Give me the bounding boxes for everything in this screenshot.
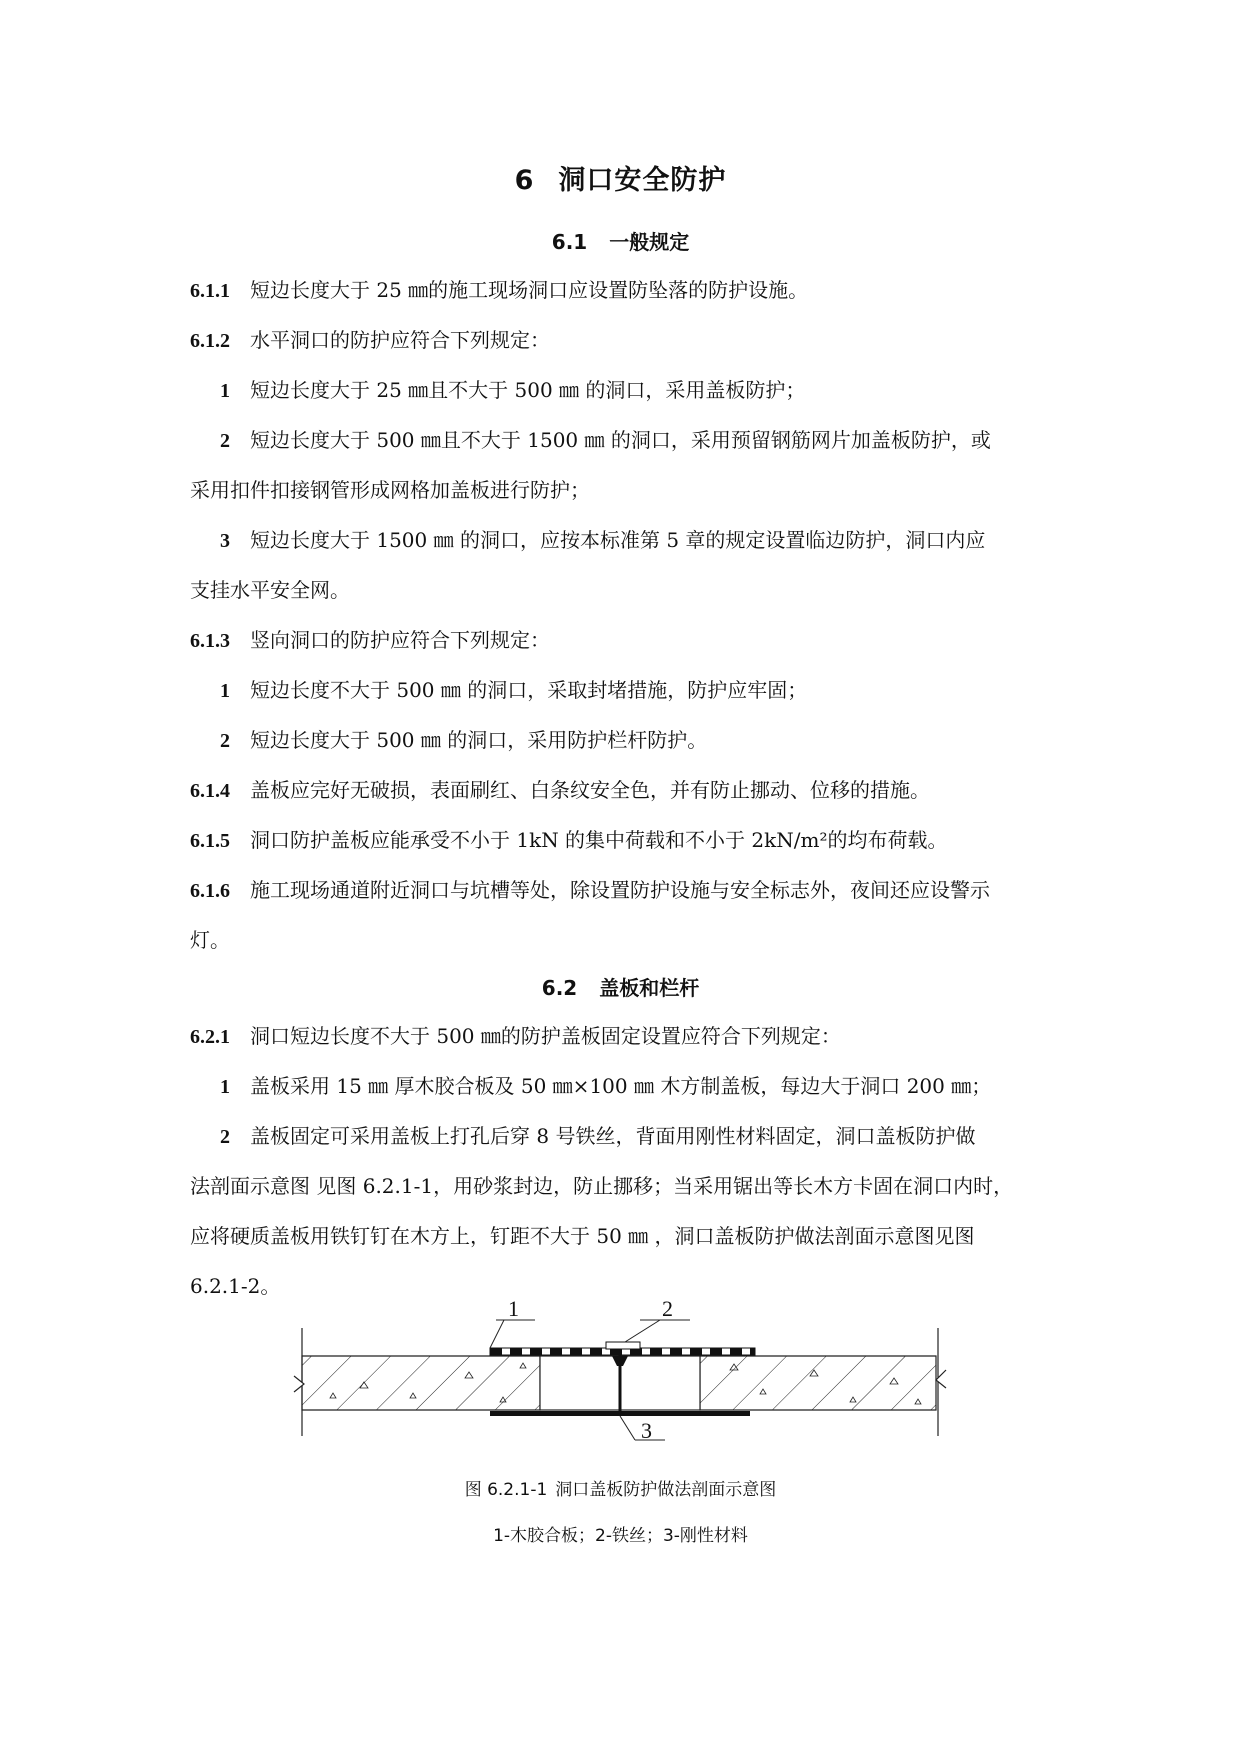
label-1: 1 [508, 1298, 519, 1321]
figure-title: 洞口盖板防护做法剖面示意图 [555, 1480, 777, 1500]
clause-6-1-2-item-2-continued: 采用扣件扣接钢管形成网格加盖板进行防护； [190, 478, 590, 502]
item-text: 短边长度大于 25 ㎜且不大于 500 ㎜ 的洞口，采用盖板防护； [250, 378, 806, 402]
clause-6-1-3-item-1 [220, 675, 1090, 706]
clause-number: 6.1.3 [190, 630, 230, 652]
section-number: 6.2 [541, 976, 578, 1000]
clause-text: 施工现场通道附近洞口与坑槽等处，除设置防护设施与安全标志外，夜间还应设警示 [250, 878, 990, 902]
label-3: 3 [641, 1418, 652, 1443]
clause-6-1-1 [190, 275, 1060, 306]
clause-6-1-5 [190, 825, 1060, 856]
item-number: 1 [220, 680, 230, 702]
clause-text: 洞口防护盖板应能承受不小于 1kN 的集中荷载和不小于 2kN/m²的均布荷载。 [250, 828, 948, 852]
item-number: 2 [220, 1126, 230, 1148]
clause-number: 6.2.1 [190, 1026, 230, 1048]
clause-6-1-2-item-2 [220, 425, 1090, 456]
item-text: 短边长度大于 500 ㎜ 的洞口，采用防护栏杆防护。 [250, 728, 708, 752]
chapter-title [0, 158, 1241, 197]
clause-6-1-6 [190, 875, 1060, 906]
item-number: 2 [220, 430, 230, 452]
item-number: 1 [220, 380, 230, 402]
clause-text: 竖向洞口的防护应符合下列规定： [250, 628, 550, 652]
clause-6-1-3 [190, 625, 1060, 656]
clause-text: 盖板应完好无破损，表面刷红、白条纹安全色，并有防止挪动、位移的措施。 [250, 778, 930, 802]
chapter-title-text: 洞口安全防护 [558, 165, 727, 196]
label-2: 2 [662, 1298, 673, 1321]
clause-6-2-1-item-2 [220, 1121, 1090, 1152]
cover-plate-section-diagram [290, 1298, 950, 1448]
right-concrete-slab [700, 1356, 936, 1410]
item-text: 短边长度不大于 500 ㎜ 的洞口，采取封堵措施，防护应牢固； [250, 678, 808, 702]
clause-6-1-6-continued: 灯。 [190, 928, 230, 952]
label-3-leader [620, 1416, 635, 1440]
chapter-number: 6 [514, 165, 535, 196]
clause-6-1-2 [190, 325, 1060, 356]
label-2-leader [625, 1320, 660, 1342]
clause-number: 6.1.1 [190, 280, 230, 302]
clause-number: 6.1.4 [190, 780, 230, 802]
wire-bundle [606, 1342, 640, 1349]
section-title: 一般规定 [609, 230, 690, 254]
clause-number: 6.1.6 [190, 880, 230, 902]
clause-6-2-1-item-2-line-4: 6.2.1-2。 [190, 1274, 281, 1298]
figure-number: 图 6.2.1-1 [464, 1480, 548, 1500]
clause-6-2-1-item-1 [220, 1071, 1090, 1102]
rigid-material-bar [490, 1411, 750, 1416]
label-1-leader [490, 1320, 504, 1348]
clause-6-1-2-item-3-continued: 支挂水平安全网。 [190, 578, 350, 602]
section-heading-6-2 [0, 972, 1241, 1001]
clause-6-2-1 [190, 1021, 1060, 1052]
clause-number: 6.1.5 [190, 830, 230, 852]
clause-text: 短边长度大于 25 ㎜的施工现场洞口应设置防坠落的防护设施。 [250, 278, 809, 302]
section-number: 6.1 [551, 230, 588, 254]
section-heading-6-1 [0, 226, 1241, 255]
clause-6-2-1-item-2-line-3: 应将硬质盖板用铁钉钉在木方上，钉距不大于 50 ㎜ ，洞口盖板防护做法剖面示意图见图 [190, 1224, 975, 1248]
clause-6-1-2-item-1 [220, 375, 1090, 406]
item-number: 2 [220, 730, 230, 752]
section-title: 盖板和栏杆 [599, 976, 700, 1000]
clause-6-1-2-item-3 [220, 525, 1090, 556]
clause-number: 6.1.2 [190, 330, 230, 352]
clause-text: 水平洞口的防护应符合下列规定： [250, 328, 550, 352]
item-number: 1 [220, 1076, 230, 1098]
item-text: 盖板固定可采用盖板上打孔后穿 8 号铁丝，背面用刚性材料固定，洞口盖板防护做 [250, 1124, 976, 1148]
figure-caption [0, 1475, 1241, 1500]
clause-6-1-3-item-2 [220, 725, 1090, 756]
clause-6-2-1-item-2-line-2: 法剖面示意图 见图 6.2.1-1，用砂浆封边，防止挪移；当采用锯出等长木方卡固在洞口内时， [190, 1174, 1014, 1198]
clause-text: 洞口短边长度不大于 500 ㎜的防护盖板固定设置应符合下列规定： [250, 1024, 841, 1048]
figure-legend: 1-木胶合板；2-铁丝；3-刚性材料 [493, 1526, 748, 1546]
item-number: 3 [220, 530, 230, 552]
clause-6-1-4 [190, 775, 1060, 806]
item-text: 短边长度大于 1500 ㎜ 的洞口，应按本标准第 5 章的规定设置临边防护，洞口内应 [250, 528, 986, 552]
item-text: 盖板采用 15 ㎜ 厚木胶合板及 50 ㎜×100 ㎜ 木方制盖板，每边大于洞口 200 ㎜； [250, 1074, 992, 1098]
item-text: 短边长度大于 500 ㎜且不大于 1500 ㎜ 的洞口，采用预留钢筋网片加盖板防护，或 [250, 428, 991, 452]
